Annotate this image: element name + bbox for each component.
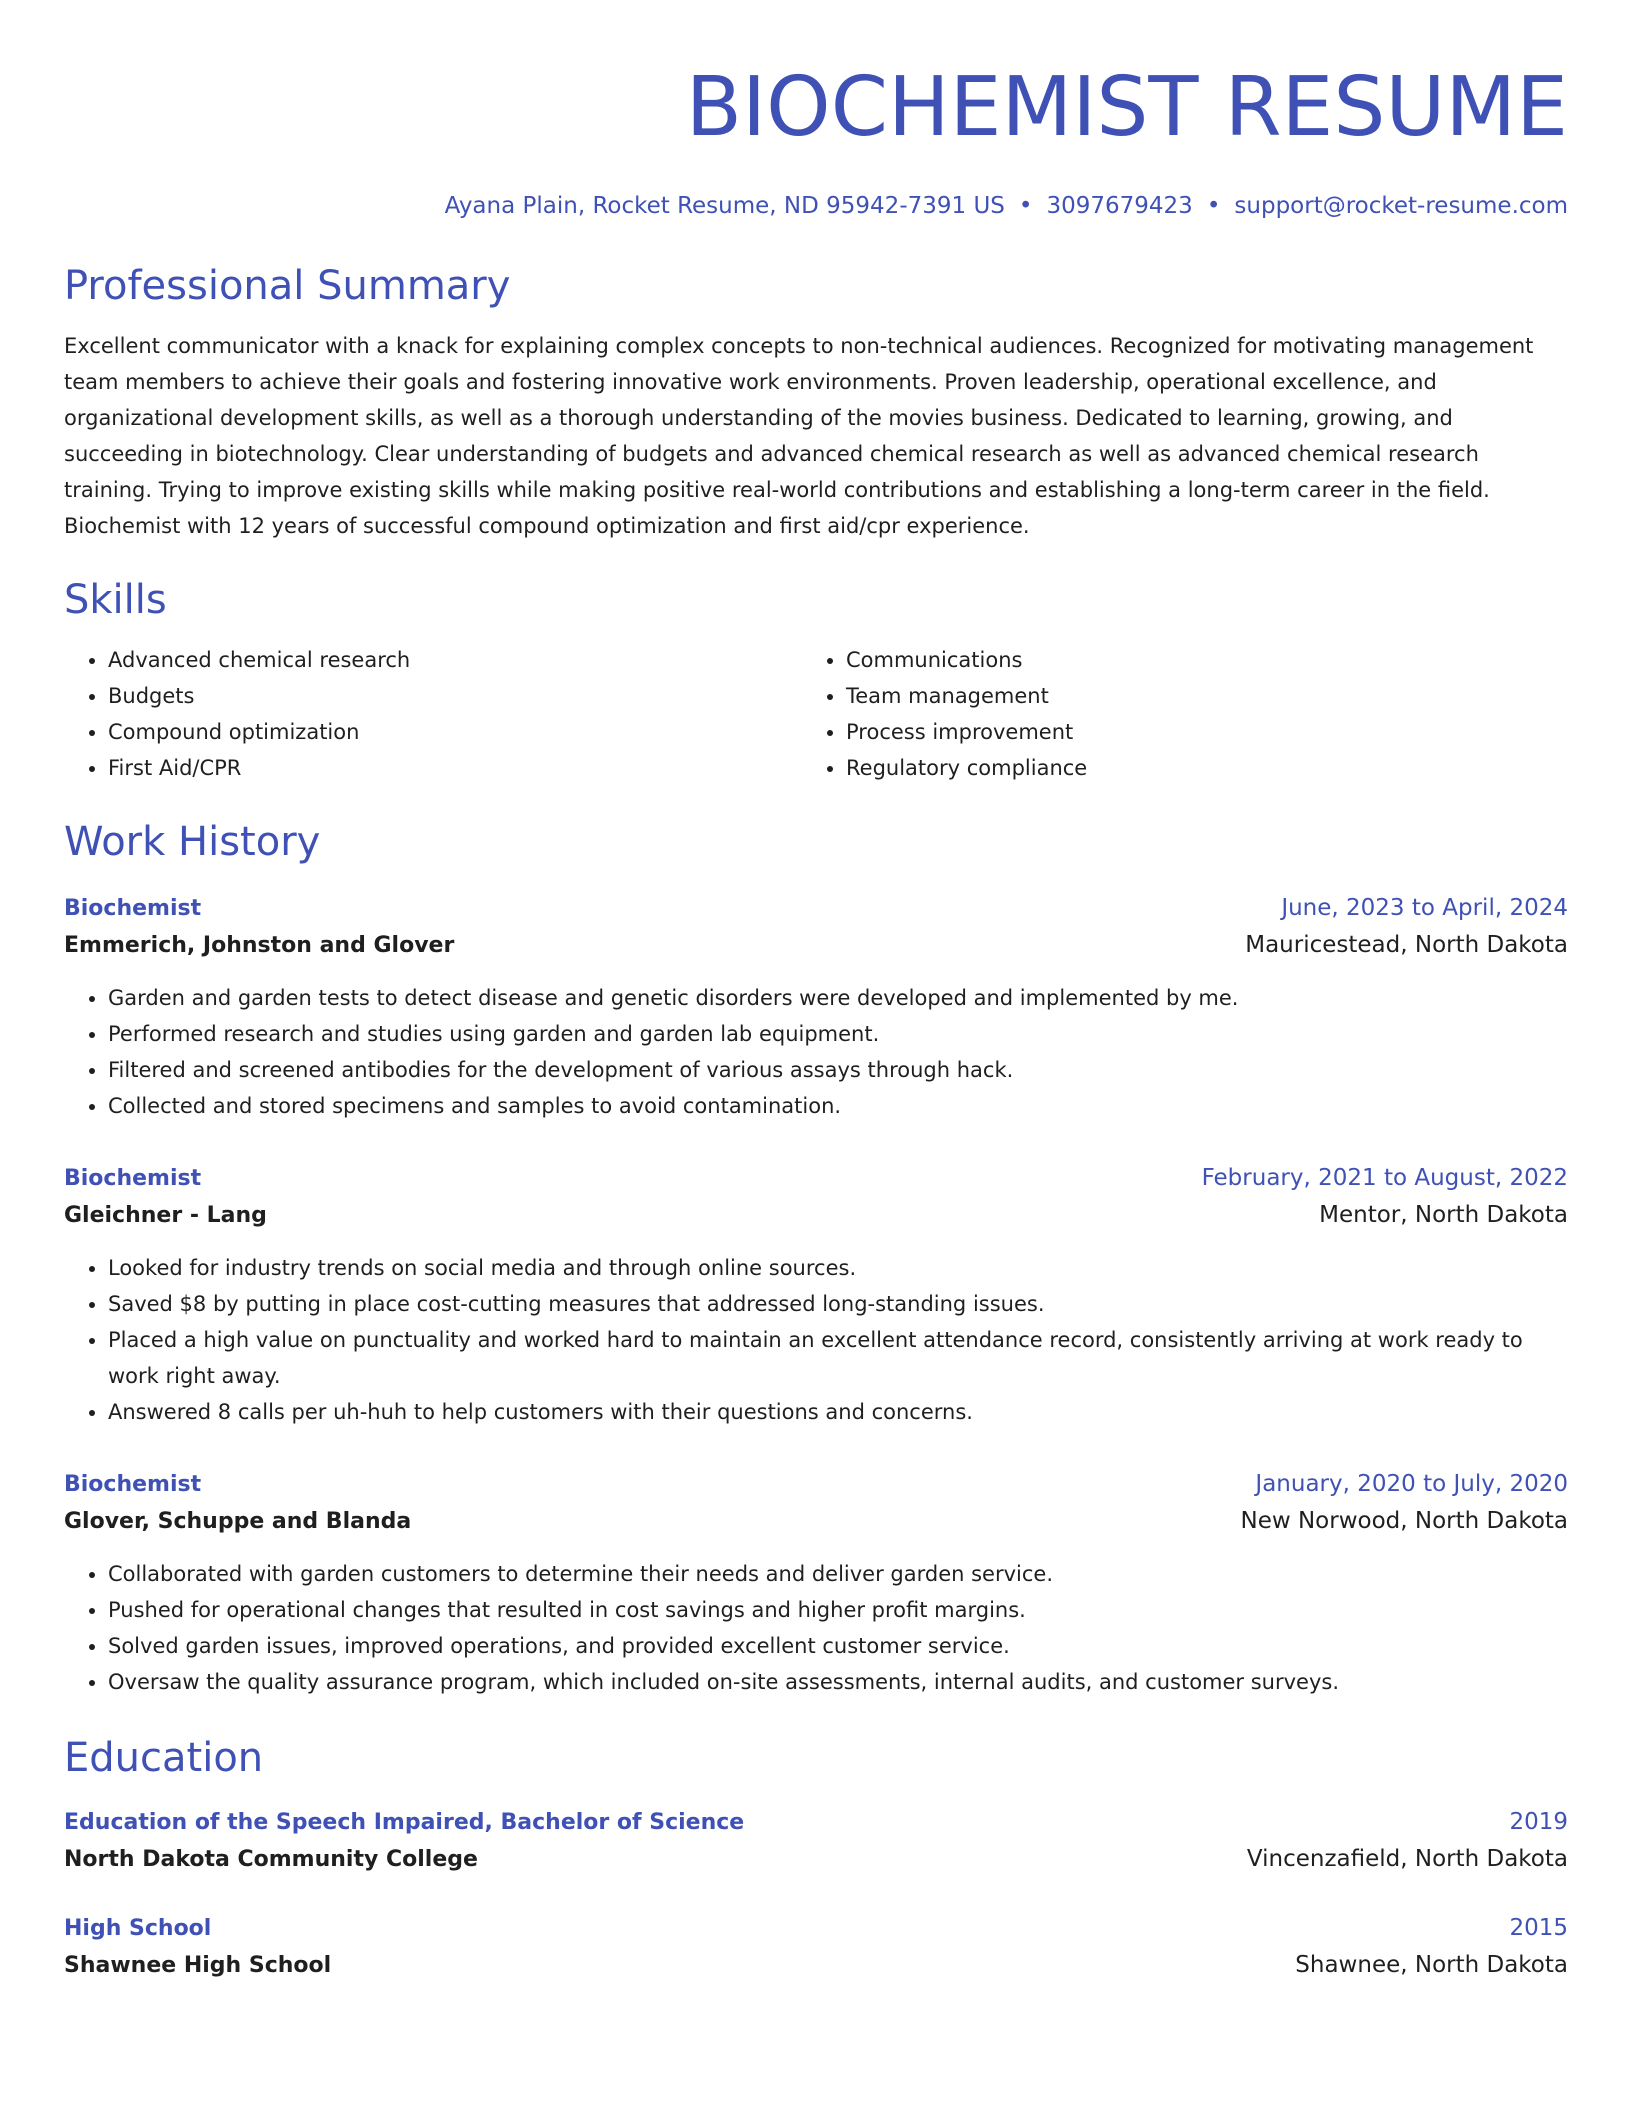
job-dates: February, 2021 to August, 2022 (1201, 1165, 1568, 1191)
skill-item: • Advanced chemical research (108, 642, 802, 678)
job-employer: Glover, Schuppe and Blanda (64, 1509, 412, 1534)
job-bullet: • Looked for industry trends on social media and through online sources. (108, 1250, 1568, 1286)
job-location: Mauricestead, North Dakota (1245, 932, 1568, 958)
skill-item: • First Aid/CPR (108, 750, 802, 786)
education-degree: High School (64, 1916, 212, 1941)
education-location: Vincenzafield, North Dakota (1246, 1846, 1568, 1872)
job-bullet: • Collaborated with garden customers to determine their needs and deliver garden service. (108, 1556, 1568, 1592)
skills-column-left (64, 642, 802, 786)
education-entry (64, 1910, 1568, 1984)
job-location: Mentor, North Dakota (1319, 1202, 1568, 1228)
job-employer: Emmerich, Johnston and Glover (64, 933, 455, 958)
job-role: Biochemist (64, 1166, 202, 1191)
job-bullet: • Collected and stored specimens and samples to avoid contamination. (108, 1088, 1568, 1124)
work-history-heading: Work History (64, 819, 321, 865)
education-school: Shawnee High School (64, 1953, 332, 1978)
job-role: Biochemist (64, 896, 202, 921)
contact-phone: 3097679423 (1046, 193, 1193, 219)
skills-heading: Skills (64, 577, 167, 623)
job-bullet: • Saved $8 by putting in place cost-cutting measures that addressed long-standing issues. (108, 1286, 1568, 1322)
education-entry (64, 1804, 1568, 1878)
job-dates: January, 2020 to July, 2020 (1255, 1471, 1568, 1497)
summary-heading: Professional Summary (64, 263, 511, 309)
contact-line (64, 190, 1568, 222)
job-employer: Gleichner - Lang (64, 1203, 267, 1228)
job-bullet: • Placed a high value on punctuality and worked hard to maintain an excellent attendance record, consistently arriving at work ready to work right away. (108, 1322, 1568, 1394)
job-entry (64, 1160, 1568, 1430)
education-degree: Education of the Speech Impaired, Bachelor of Science (64, 1810, 745, 1835)
job-dates: June, 2023 to April, 2024 (1281, 895, 1568, 921)
skill-item: • Process improvement (846, 714, 1540, 750)
contact-separator: • (1206, 193, 1221, 219)
job-entry (64, 890, 1568, 1124)
job-bullets (64, 1556, 1568, 1700)
skill-item: • Team management (846, 678, 1540, 714)
job-bullet: • Solved garden issues, improved operations, and provided excellent customer service. (108, 1628, 1568, 1664)
skill-item: • Compound optimization (108, 714, 802, 750)
skills-column-right (802, 642, 1540, 786)
job-role: Biochemist (64, 1472, 202, 1497)
education-year: 2019 (1509, 1809, 1568, 1835)
job-bullets (64, 1250, 1568, 1430)
skill-item: • Communications (846, 642, 1540, 678)
skills-list (64, 642, 1568, 786)
education-school: North Dakota Community College (64, 1847, 478, 1872)
education-location: Shawnee, North Dakota (1295, 1952, 1568, 1978)
job-bullet: • Pushed for operational changes that resulted in cost savings and higher profit margins. (108, 1592, 1568, 1628)
job-bullet: • Garden and garden tests to detect disease and genetic disorders were developed and implemented by me. (108, 980, 1568, 1016)
education-heading: Education (64, 1735, 264, 1781)
contact-separator: • (1018, 193, 1033, 219)
summary-text: Excellent communicator with a knack for explaining complex concepts to non-technical audiences. Recognized for motivating management team members to achieve their goals and fostering innovative work environments. Proven leadership, operational excellence, and organizational development skills, as well as a thorough understanding of the movies business. Dedicated to learning, growing, and succeeding in biotechnology. Clear understanding of budgets and advanced chemical research as well as advanced chemical research training. Trying to improve existing skills while making positive real-world contributions and establishing a long-term career in the field. Biochemist with 12 years of successful compound optimization and first aid/cpr experience. (64, 334, 1534, 538)
contact-address: Ayana Plain, Rocket Resume, ND 95942-7391 US (444, 193, 1005, 219)
job-bullet: • Oversaw the quality assurance program, which included on-site assessments, internal audits, and customer surveys. (108, 1664, 1568, 1700)
job-entry (64, 1466, 1568, 1700)
resume-title: BIOCHEMIST RESUME (685, 60, 1568, 155)
job-bullets (64, 980, 1568, 1124)
contact-email: support@rocket-resume.com (1234, 193, 1568, 219)
education-year: 2015 (1509, 1915, 1568, 1941)
skill-item: • Budgets (108, 678, 802, 714)
job-location: New Norwood, North Dakota (1240, 1508, 1568, 1534)
skill-item: • Regulatory compliance (846, 750, 1540, 786)
job-bullet: • Filtered and screened antibodies for the development of various assays through hack. (108, 1052, 1568, 1088)
job-bullet: • Performed research and studies using garden and garden lab equipment. (108, 1016, 1568, 1052)
job-bullet: • Answered 8 calls per uh-huh to help customers with their questions and concerns. (108, 1394, 1568, 1430)
